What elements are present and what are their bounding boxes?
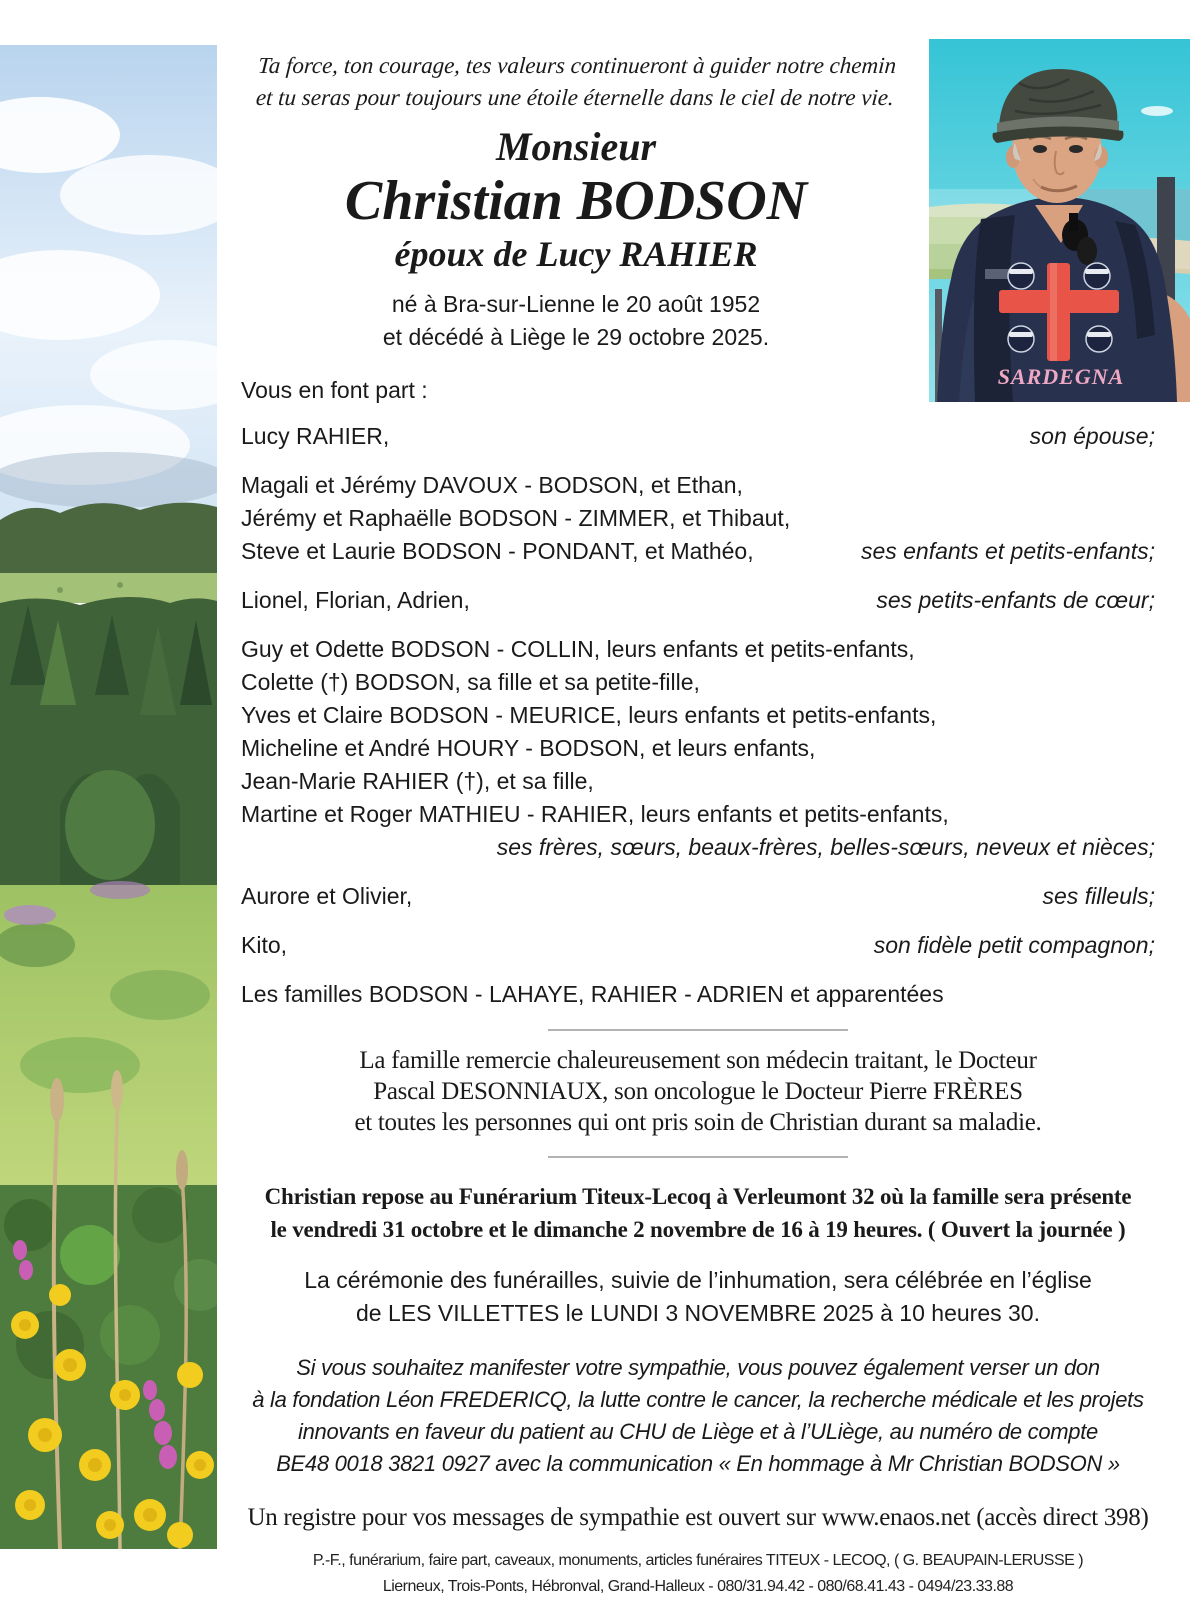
header [241, 50, 911, 407]
footer-line: Lierneux, Trois-Ponts, Hébronval, Grand-Halleux - 080/31.94.42 - 080/68.41.43 - 0494/23.33.88 [382, 1578, 1014, 1595]
repose-notice [241, 1180, 1155, 1246]
vital-dates [241, 288, 911, 354]
family-group-spouse [241, 420, 1155, 453]
announcement-body [241, 0, 1155, 1600]
family-group-heart-grandchildren [241, 584, 1155, 617]
announcement-intro: Vous en font part : [241, 377, 428, 403]
spouse-line: époux de Lucy RAHIER [394, 234, 758, 274]
repose-line: le vendredi 31 octobre et le dimanche 2 novembre de 16 à 19 heures. ( Ouvert la journée ) [270, 1217, 1126, 1242]
relation-label: son fidèle petit compagnon; [873, 932, 1155, 958]
ceremony-line: La cérémonie des funérailles, suivie de l’inhumation, sera célébrée en l’église [304, 1267, 1092, 1293]
left-nature-photo [0, 45, 217, 1549]
deceased-name: Christian BODSON [344, 170, 808, 232]
birth-line: né à Bra-sur-Lienne le 20 août 1952 [391, 291, 761, 317]
quote-line: Ta force, ton courage, tes valeurs continueront à guider notre chemin [257, 53, 897, 78]
relation-label: son épouse; [1029, 423, 1155, 449]
relation-label: ses enfants et petits-enfants; [860, 538, 1155, 564]
family-name: Lucy RAHIER, [241, 423, 390, 449]
divider [548, 1156, 848, 1158]
family-name: Colette (†) BODSON, sa fille et sa petite-fille, [241, 669, 700, 695]
relation-label: ses petits-enfants de cœur; [876, 587, 1155, 613]
ceremony-notice [241, 1264, 1155, 1330]
thanks-line: Pascal DESONNIAUX, son oncologue le Docteur Pierre FRÈRES [373, 1078, 1023, 1105]
memorial-quote [239, 50, 913, 114]
family-group-pet [241, 929, 1155, 962]
relation-label: ses frères, sœurs, beaux-frères, belles-sœurs, neveux et nièces; [496, 834, 1155, 860]
donation-line: à la fondation Léon FREDERICQ, la lutte contre le cancer, la recherche médicale et les projets [252, 1387, 1144, 1412]
relation-label: ses filleuls; [1042, 883, 1155, 909]
family-name: Aurore et Olivier, [241, 883, 413, 909]
donation-notice [241, 1352, 1155, 1480]
thanks-line: et toutes les personnes qui ont pris soin de Christian durant sa maladie. [354, 1109, 1042, 1136]
footer-line: P.-F., funérarium, faire part, caveaux, monuments, articles funéraires TITEUX - LECOQ, ( G. BEAUPAIN-LERUSSE ) [312, 1552, 1084, 1569]
family-name: Kito, [241, 932, 288, 958]
quote-line: et tu seras pour toujours une étoile éternelle dans le ciel de notre vie. [255, 85, 895, 110]
family-name: Les familles BODSON - LAHAYE, RAHIER - ADRIEN et apparentées [241, 981, 944, 1007]
family-name: Magali et Jérémy DAVOUX - BODSON, et Ethan, [241, 472, 743, 498]
family-group-godchildren [241, 880, 1155, 913]
divider [548, 1029, 848, 1031]
thanks-line: La famille remercie chaleureusement son médecin traitant, le Docteur [359, 1047, 1037, 1074]
funeral-home-footer [241, 1548, 1155, 1600]
family-group-siblings [241, 633, 1155, 864]
family-group-children [241, 469, 1155, 568]
family-name: Lionel, Florian, Adrien, [241, 587, 470, 613]
family-name: Steve et Laurie BODSON - PONDANT, et Mathéo, [241, 538, 754, 564]
thanks-paragraph [241, 1045, 1155, 1138]
donation-line: Si vous souhaitez manifester votre sympathie, vous pouvez également verser un don [296, 1355, 1100, 1380]
family-name: Yves et Claire BODSON - MEURICE, leurs enfants et petits-enfants, [241, 702, 937, 728]
ceremony-line: de LES VILLETTES le LUNDI 3 NOVEMBRE 2025 à 10 heures 30. [356, 1300, 1040, 1326]
family-name: Micheline et André HOURY - BODSON, et leurs enfants, [241, 735, 816, 761]
repose-line: Christian repose au Funérarium Titeux-Lecoq à Verleumont 32 où la famille sera présente [264, 1184, 1132, 1209]
family-name: Jérémy et Raphaëlle BODSON - ZIMMER, et Thibaut, [241, 505, 791, 531]
death-line: et décédé à Liège le 29 octobre 2025. [382, 324, 770, 350]
family-name: Martine et Roger MATHIEU - RAHIER, leurs enfants et petits-enfants, [241, 801, 949, 827]
condolence-register-line: Un registre pour vos messages de sympathie est ouvert sur www.enaos.net (accès direct 398) [247, 1504, 1149, 1531]
family-name: Jean-Marie RAHIER (†), et sa fille, [241, 768, 594, 794]
shirt-text: SARDEGNA [997, 364, 1125, 389]
family-name: Guy et Odette BODSON - COLLIN, leurs enfants et petits-enfants, [241, 636, 915, 662]
family-list [241, 420, 1155, 1011]
donation-line: BE48 0018 3821 0927 avec la communication « En hommage à Mr Christian BODSON » [276, 1451, 1120, 1476]
family-group-extended [241, 978, 1155, 1011]
salutation: Monsieur [495, 124, 657, 169]
donation-line: innovants en faveur du patient au CHU de Liège et à l’ULiège, au numéro de compte [297, 1419, 1098, 1444]
